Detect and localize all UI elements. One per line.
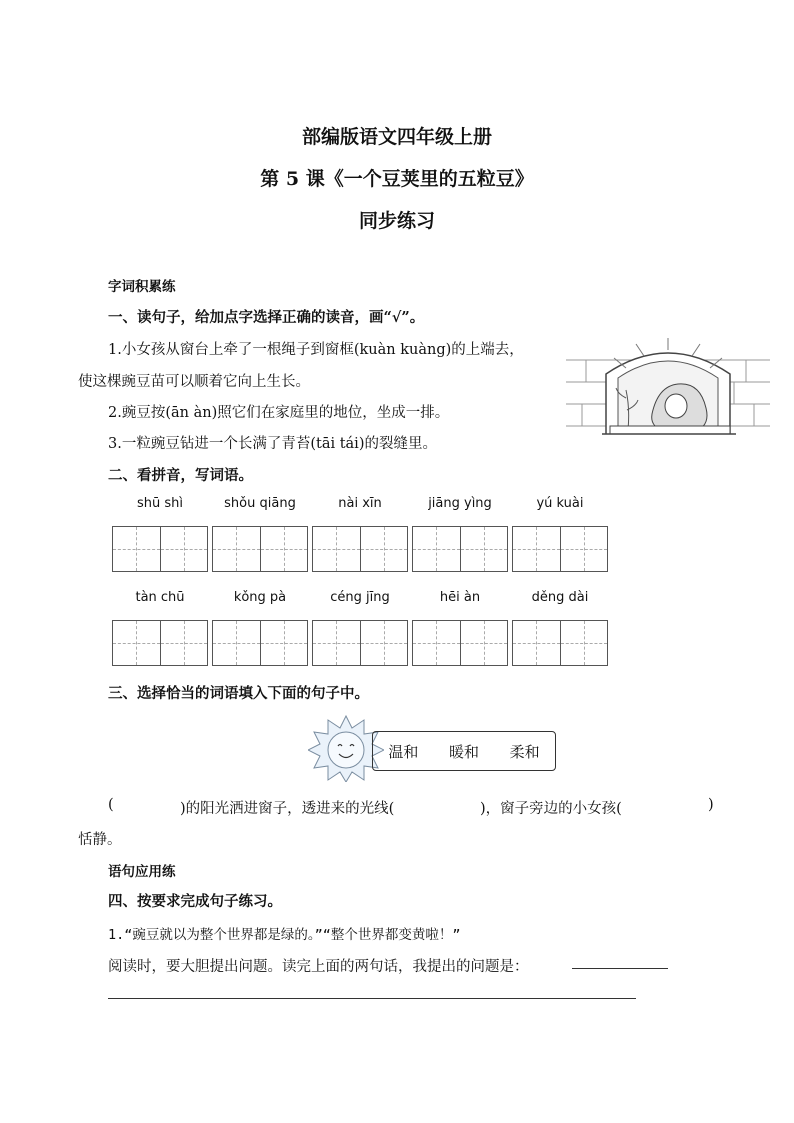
doc-title-practice: 同步练习 xyxy=(358,210,435,232)
q1-sentence-1b: 使这棵豌豆苗可以顺着它向上生长。 xyxy=(78,374,310,390)
pinyin-1: shū shì xyxy=(136,496,183,511)
q2-heading: 二、看拼音，写词语。 xyxy=(108,467,253,484)
doc-title-grade: 部编版语文四年级上册 xyxy=(301,126,492,148)
q3-sentence-end: 恬静。 xyxy=(78,832,122,848)
answer-line-1[interactable] xyxy=(572,968,668,969)
q3-sentence-part-3: )，窗子旁边的小女孩( xyxy=(480,801,622,817)
writing-grid-4[interactable] xyxy=(412,526,508,572)
pinyin-3: nài xīn xyxy=(338,496,382,511)
section-word-accumulation: 字词积累练 xyxy=(108,279,176,295)
q1-heading: 一、读句子，给加点字选择正确的读音，画“√”。 xyxy=(108,309,425,326)
writing-grid-2[interactable] xyxy=(212,526,308,572)
word-option-3: 柔和 xyxy=(509,742,540,761)
writing-grid-3[interactable] xyxy=(312,526,408,572)
q3-sentence-part-2: )的阳光洒进窗子，透进来的光线( xyxy=(180,801,395,817)
section-sentence-application: 语句应用练 xyxy=(108,864,176,880)
writing-grid-8[interactable] xyxy=(312,620,408,666)
answer-line-2[interactable] xyxy=(108,998,636,999)
writing-grid-7[interactable] xyxy=(212,620,308,666)
word-choice-box xyxy=(372,731,556,771)
writing-grid-5[interactable] xyxy=(512,526,608,572)
pinyin-9: hēi àn xyxy=(439,590,481,605)
q3-heading: 三、选择恰当的词语填入下面的句子中。 xyxy=(108,685,369,702)
q3-blank-open-1: ( xyxy=(108,797,114,813)
q1-sentence-1a: 1.小女孩从窗台上牵了一根绳子到窗框(kuàn kuàng)的上端去， xyxy=(108,342,524,358)
q4-heading: 四、按要求完成句子练习。 xyxy=(108,893,282,910)
pinyin-5: yú kuài xyxy=(536,496,584,511)
window-girl-illustration xyxy=(566,338,770,438)
q4-item-1: 1.“豌豆就以为整个世界都是绿的。”“整个世界都变黄啦！” xyxy=(108,927,461,943)
writing-grid-9[interactable] xyxy=(412,620,508,666)
writing-grid-10[interactable] xyxy=(512,620,608,666)
writing-grid-1[interactable] xyxy=(112,526,208,572)
doc-title-lesson: 第 5 课《一个豆荚里的五粒豆》 xyxy=(260,168,534,190)
q1-sentence-3: 3.一粒豌豆钻进一个长满了青苔(tāi tái)的裂缝里。 xyxy=(108,436,437,452)
writing-grid-6[interactable] xyxy=(112,620,208,666)
word-option-1: 温和 xyxy=(388,742,419,761)
pinyin-8: céng jīng xyxy=(330,590,390,605)
pinyin-4: jiāng yìng xyxy=(428,496,492,511)
q3-blank-close-3: ) xyxy=(708,797,714,813)
q4-prompt: 阅读时，要大胆提出问题。读完上面的两句话，我提出的问题是： xyxy=(108,959,529,975)
q1-sentence-2: 2.豌豆按(ān àn)照它们在家庭里的地位，坐成一排。 xyxy=(108,405,450,421)
pinyin-2: shǒu qiāng xyxy=(224,496,296,511)
pinyin-10: děng dài xyxy=(531,590,589,605)
pinyin-7: kǒng pà xyxy=(233,590,287,605)
pinyin-6: tàn chū xyxy=(135,590,185,605)
word-option-2: 暖和 xyxy=(448,742,479,761)
